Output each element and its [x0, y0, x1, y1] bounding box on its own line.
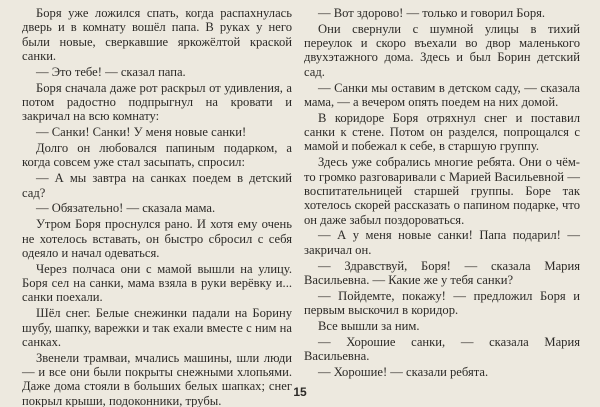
paragraph: Утром Боря проснулся рано. И хотя ему очень не хотелось вставать, он быстро сбросил с себя одеяло и начал одеваться. [22, 217, 292, 260]
paragraph: Через полчаса они с мамой вышли на улицу. Боря сел на санки, мама взяла в руки верёвку и... санки поехали. [22, 261, 292, 305]
paragraph: — Здравствуй, Боря! — сказала Мария Васильевна. — Какие же у тебя санки? [304, 258, 580, 287]
paragraph: Шёл снег. Белые снежинки падали на Борину шубу, шапку, варежки и так ехали вместе с ним на санках. [22, 306, 292, 349]
paragraph: Боря уже ложился спать, когда распахнулась дверь и в комнату вошёл папа. В руках у него были новые, сверкавшие яркожёлтой краской санки. [22, 6, 292, 63]
paragraph: — Санки! Санки! У меня новые санки! [36, 125, 247, 140]
paragraph: Здесь уже собрались многие ребята. Они о чём-то громко разговаривали с Марией Васильевной — воспитательницей старшей группы. Боре так хотелось скорей рассказать о папином подарке, что он даже забыл поздороваться. [304, 155, 580, 227]
paragraph: — А у меня новые санки! Папа подарил! — закричал он. [304, 228, 580, 257]
paragraph: — А мы завтра на санках поедем в детский сад? [22, 171, 292, 200]
left-text-column [22, 6, 292, 407]
paragraph: Долго он любовался папиным подарком, а когда совсем уже стал засыпать, спросил: [22, 141, 292, 170]
page-number: 15 [293, 385, 307, 399]
paragraph: — Обязательно! — сказала мама. [36, 201, 216, 216]
paragraph: Звенели трамваи, мчались машины, шли люди — и все они были покрыты снежными хлопьями. Даже дома стояли в больших белых шапках; снег покрыл крыши, подоконники, трубы. [22, 350, 292, 407]
paragraph: — Хорошие! — сказали ребята. [318, 365, 489, 380]
paragraph: — Санки мы оставим в детском саду, — сказала мама, — а вечером опять поедем на них домой. [304, 80, 580, 109]
paragraph: Боря сначала даже рот раскрыл от удивления, а потом радостно подпрыгнул на кровати и закричал на всю комнату: [22, 80, 292, 124]
right-text-column [304, 6, 580, 381]
paragraph: Все вышли за ним. [318, 318, 420, 333]
paragraph: Они свернули с шумной улицы в тихий переулок и скоро въехали во двор маленького двухэтажного дома. Здесь и был Борин детский сад. [304, 21, 580, 79]
paragraph: — Вот здорово! — только и говорил Боря. [318, 6, 546, 20]
paragraph: — Пойдемте, покажу! — предложил Боря и первым выскочил в коридор. [304, 288, 580, 318]
paragraph: В коридоре Боря отряхнул снег и поставил санки к стене. Потом он разделся, попрощался с мамой и побежал к себе, в старшую группу. [304, 110, 580, 154]
paragraph: — Хорошие санки, — сказала Мария Васильевна. [304, 334, 580, 364]
paragraph: — Это тебе! — сказал папа. [36, 64, 186, 79]
